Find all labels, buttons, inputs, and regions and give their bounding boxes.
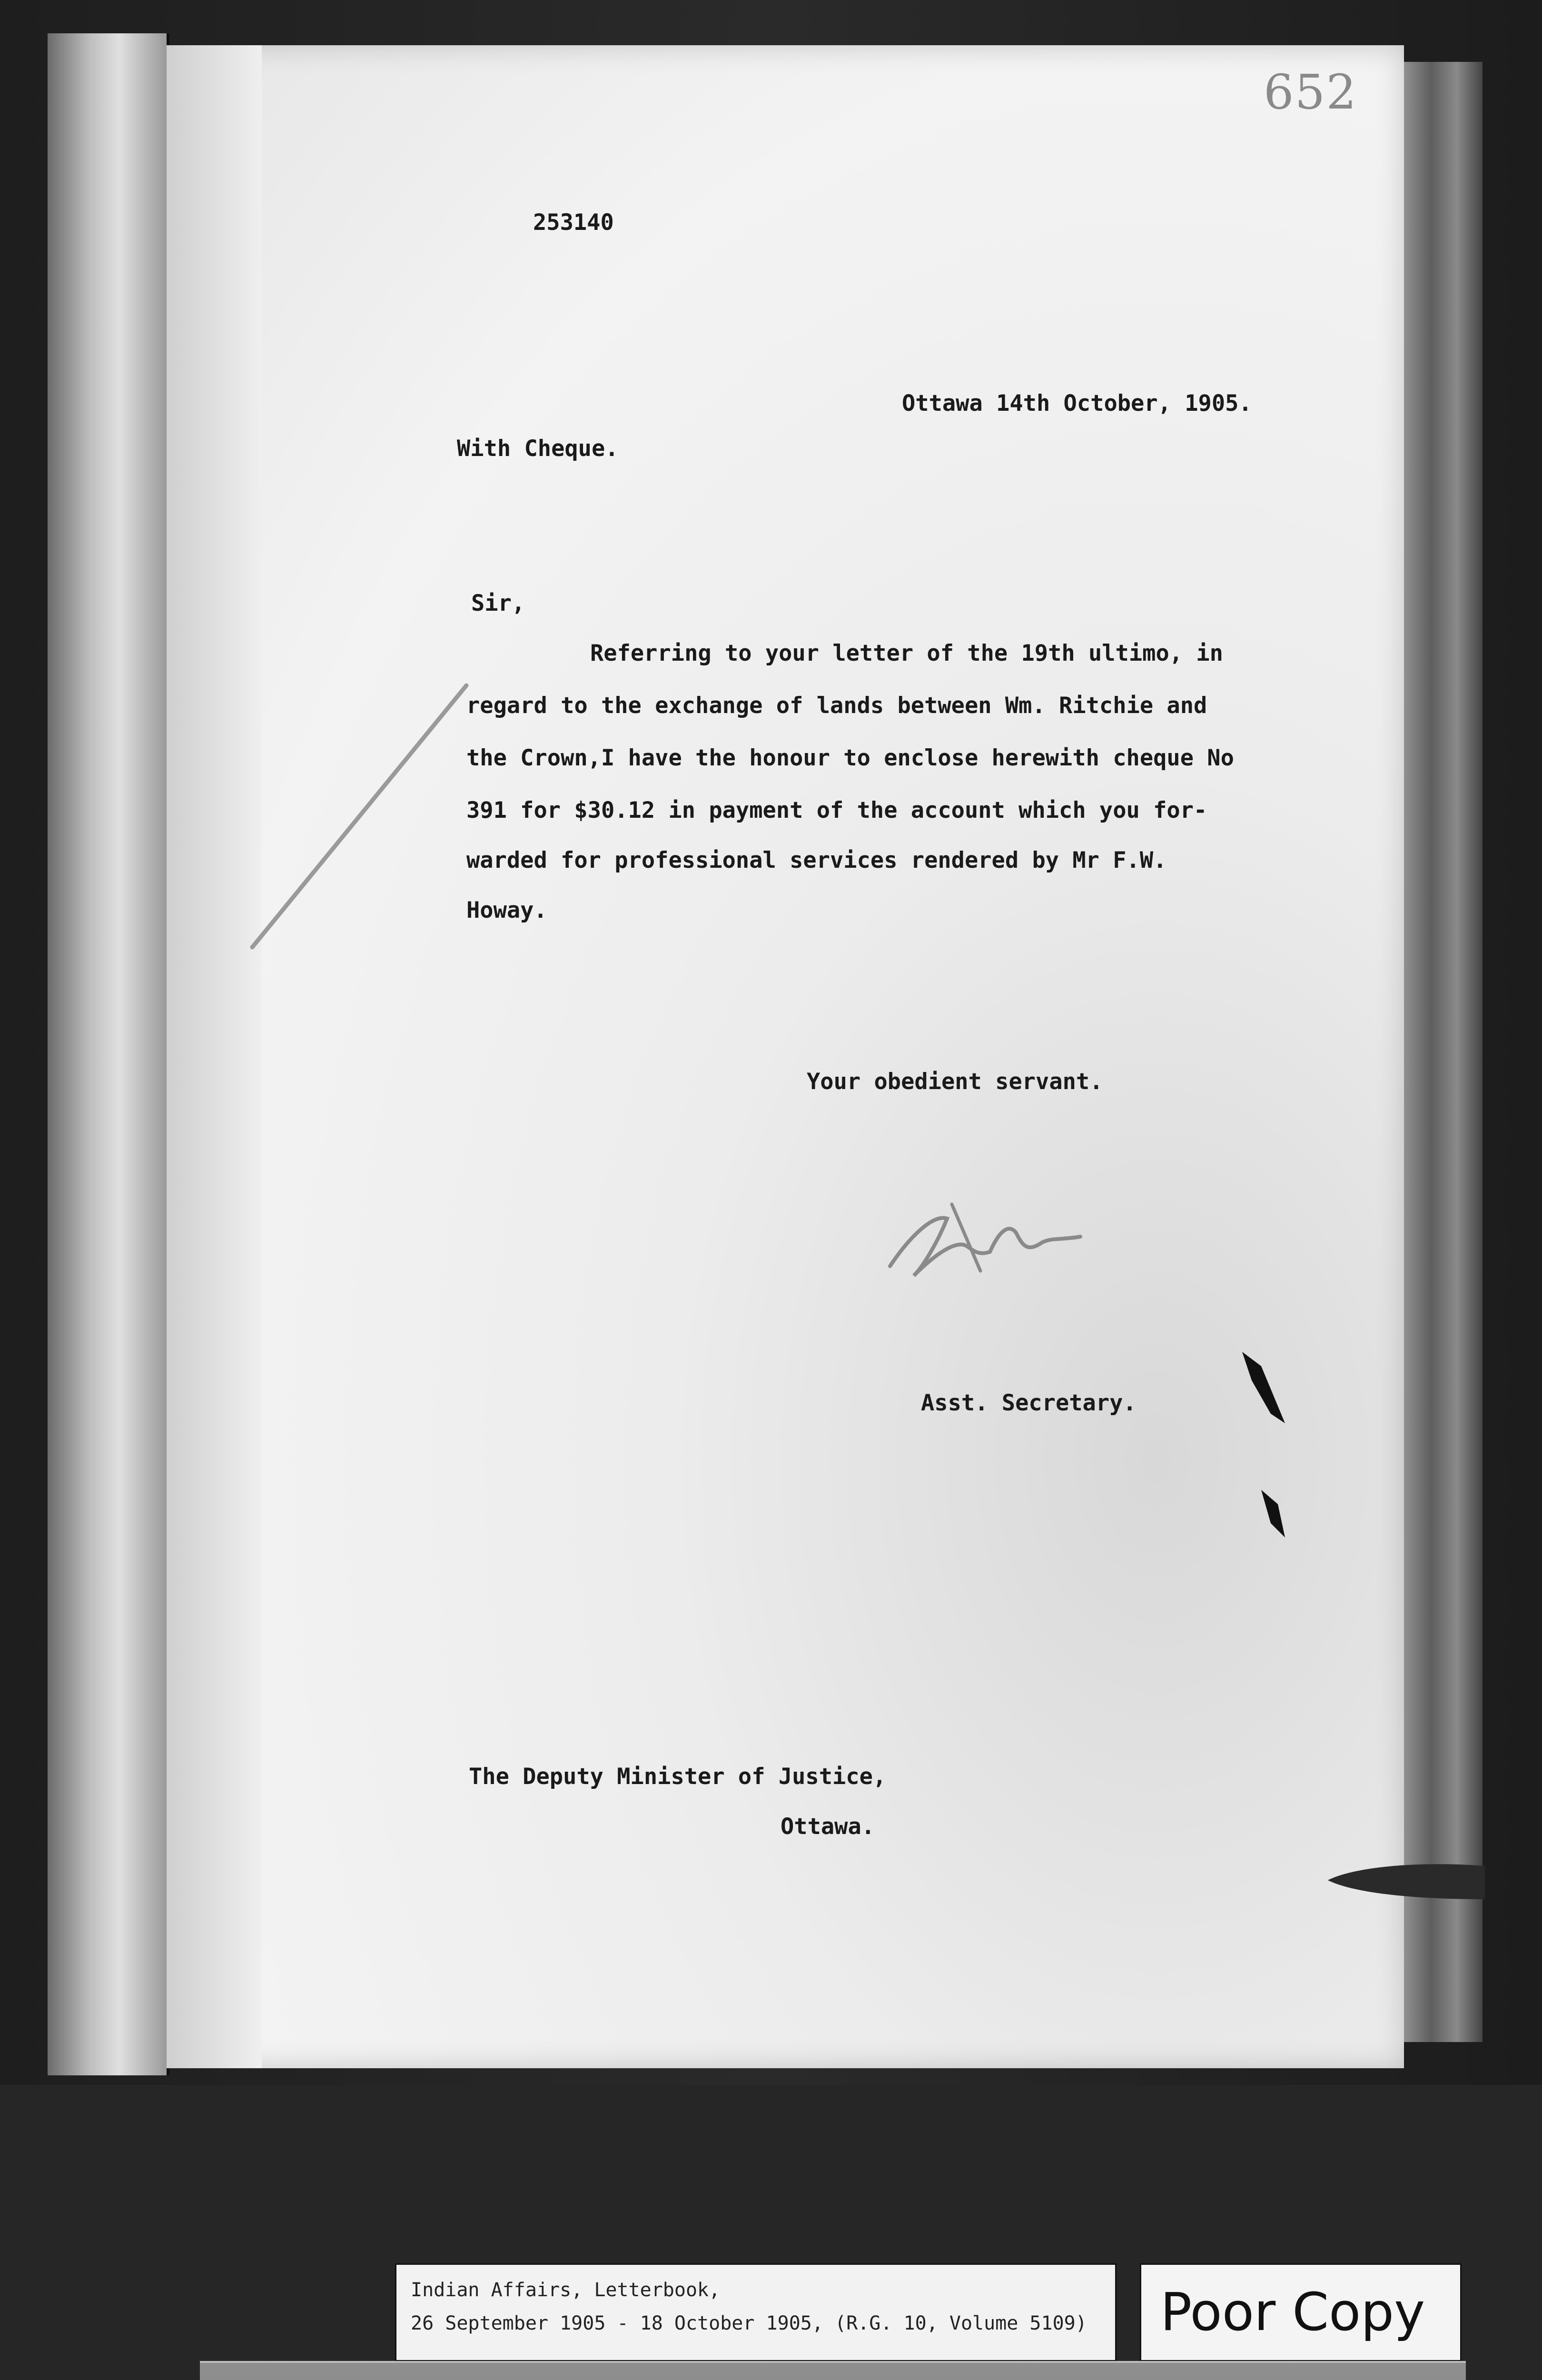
archive-reference-label xyxy=(395,2263,1117,2361)
poor-copy-note xyxy=(1140,2263,1462,2361)
page-stack-edge xyxy=(1397,62,1483,2042)
ink-blot-marks xyxy=(1233,1347,1304,1547)
addressee-city: Ottawa. xyxy=(781,1814,875,1840)
handwritten-signature xyxy=(880,1185,1099,1309)
body-line: Howay. xyxy=(466,897,547,923)
poor-copy-text: Poor Copy xyxy=(1160,2281,1425,2342)
archives-stamp xyxy=(200,2361,1466,2380)
folio-number: 652 xyxy=(1264,64,1357,120)
file-number: 253140 xyxy=(533,209,614,236)
enclosure-note: With Cheque. xyxy=(457,436,619,462)
addressee-line: The Deputy Minister of Justice, xyxy=(469,1764,887,1790)
body-line: Referring to your letter of the 19th ultimo, in xyxy=(590,640,1223,666)
body-line: the Crown,I have the honour to enclose herewith cheque No xyxy=(466,745,1234,771)
salutation: Sir, xyxy=(471,590,525,616)
page-gutter-shadow xyxy=(167,45,262,2068)
body-line: warded for professional services rendered by Mr F.W. xyxy=(466,847,1167,873)
book-binding-edge xyxy=(48,33,169,2075)
page-corner-tab xyxy=(1328,1847,1485,1909)
signature-title: Asst. Secretary. xyxy=(921,1390,1137,1416)
archive-date-range: 26 September 1905 - 18 October 1905, (R.G. 10, Volume 5109) xyxy=(411,2312,1087,2334)
body-line: 391 for $30.12 in payment of the account which you for- xyxy=(466,797,1207,823)
margin-pencil-stroke xyxy=(238,676,485,952)
closing: Your obedient servant. xyxy=(807,1069,1103,1095)
dateline: Ottawa 14th October, 1905. xyxy=(902,390,1252,416)
archive-series: Indian Affairs, Letterbook, xyxy=(411,2279,721,2301)
body-line: regard to the exchange of lands between Wm. Ritchie and xyxy=(466,693,1207,719)
